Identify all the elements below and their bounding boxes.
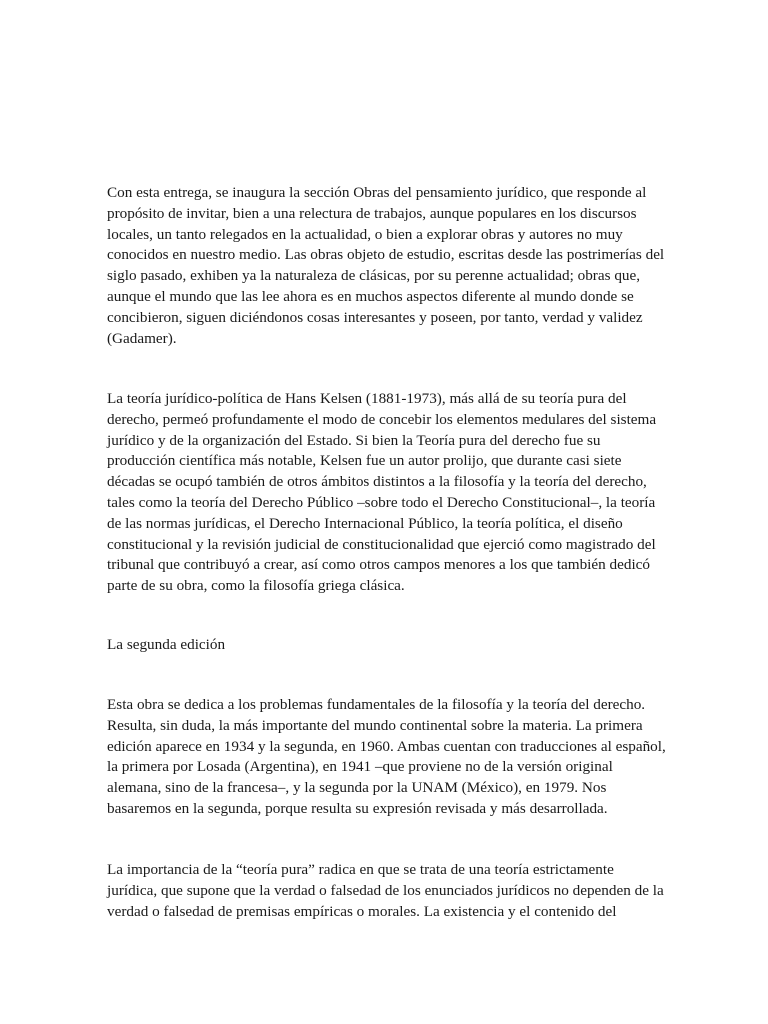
text-line: siglo pasado, exhiben ya la naturaleza de clásicas, por su perenne actualidad; obras que, xyxy=(107,267,641,285)
kelsen-paragraph xyxy=(107,389,667,597)
text-line: verdad o falsedad de premisas empíricas o morales. La existencia y el contenido del xyxy=(107,902,617,920)
text-line: concibieron, siguen diciéndonos cosas interesantes y poseen, por tanto, verdad y validez xyxy=(107,308,643,326)
text-line: La teoría jurídico-política de Hans Kelsen (1881-1973), más allá de su teoría pura del xyxy=(107,390,627,407)
text-line: locales, un tanto relegados en la actualidad, o bien a explorar obras y autores no muy xyxy=(107,225,623,243)
text-line: edición aparece en 1934 y la segunda, en 1960. Ambas cuentan con traducciones al español, xyxy=(107,737,666,755)
text-line: propósito de invitar, bien a una relectura de trabajos, aunque populares en los discursos xyxy=(107,204,637,222)
text-line: parte de su obra, como la filosofía griega clásica. xyxy=(107,577,405,595)
pure-theory-paragraph xyxy=(107,860,667,922)
text-line: Resulta, sin duda, la más importante del mundo continental sobre la materia. La primera xyxy=(107,716,643,734)
section-heading-text: La segunda edición xyxy=(107,636,226,653)
text-line: tribunal que contribuyó a crear, así como otros campos menores a los que también dedicó xyxy=(107,556,651,574)
text-line: La importancia de la “teoría pura” radica en que se trata de una teoría estrictamente xyxy=(107,861,614,878)
section-heading xyxy=(107,635,667,656)
text-line: derecho, permeó profundamente el modo de concebir los elementos medulares del sistema xyxy=(107,410,657,428)
text-line: aunque el mundo que las lee ahora es en muchos aspectos diferente al mundo donde se xyxy=(107,287,634,305)
text-line: alemana, sino de la francesa–, y la segunda por la UNAM (México), en 1979. Nos xyxy=(107,779,607,797)
text-line: conocidos en nuestro medio. Las obras objeto de estudio, escritas desde las postrimerías del xyxy=(107,246,665,264)
text-line: (Gadamer). xyxy=(107,329,177,347)
text-line: jurídica, que supone que la verdad o falsedad de los enunciados jurídicos no dependen de la xyxy=(107,881,664,899)
text-line: constitucional y la revisión judicial de constitucionalidad que ejerció como magistrado del xyxy=(107,535,656,553)
text-line: Con esta entrega, se inaugura la sección Obras del pensamiento jurídico, que responde al xyxy=(107,184,647,201)
text-line: basaremos en la segunda, porque resulta su expresión revisada y más desarrollada. xyxy=(107,799,608,817)
text-line: jurídico y de la organización del Estado. Si bien la Teoría pura del derecho fue su xyxy=(107,431,601,449)
text-line: producción científica más notable, Kelsen fue un autor prolijo, que durante casi siete xyxy=(107,452,622,470)
intro-paragraph xyxy=(107,183,667,349)
edition-paragraph xyxy=(107,695,667,820)
text-line: Esta obra se dedica a los problemas fundamentales de la filosofía y la teoría del derecho. xyxy=(107,696,646,713)
text-line: tales como la teoría del Derecho Público –sobre todo el Derecho Constitucional–, la teoría xyxy=(107,493,656,511)
text-line: décadas se ocupó también de otros ámbitos distintos a la filosofía y la teoría del derecho, xyxy=(107,473,647,491)
text-line: la primera por Losada (Argentina), en 1941 –que proviene no de la versión original xyxy=(107,758,613,776)
text-line: de las normas jurídicas, el Derecho Internacional Público, la teoría política, el diseño xyxy=(107,514,623,532)
